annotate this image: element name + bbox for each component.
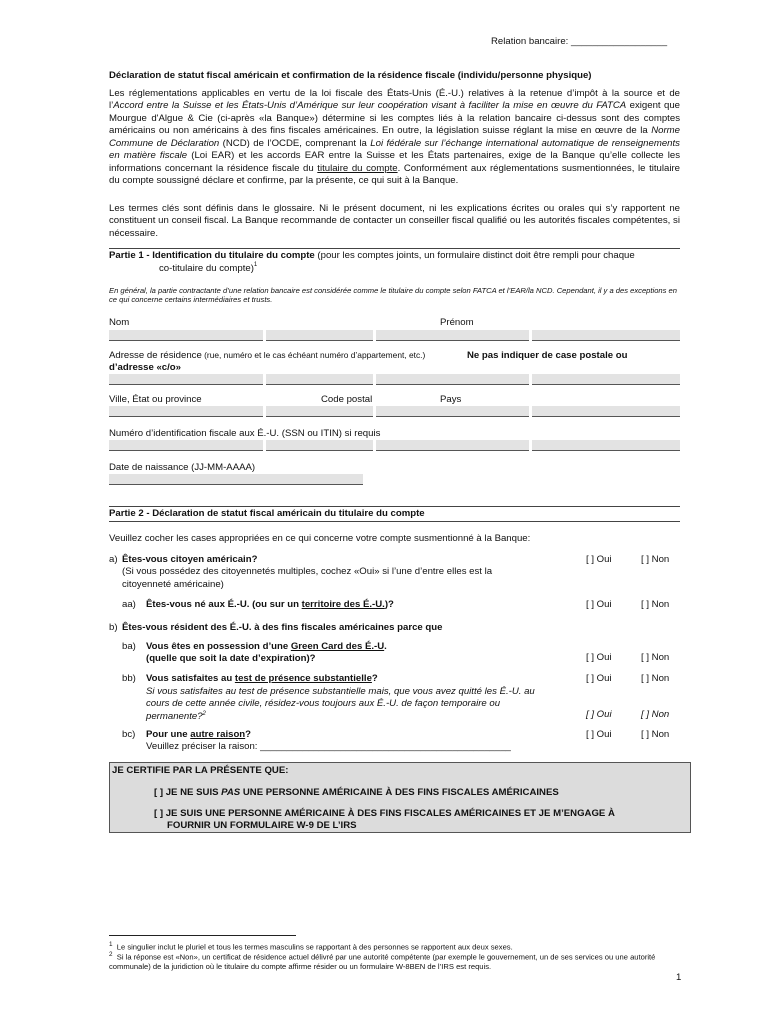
tin-field[interactable] — [109, 440, 680, 451]
question-bc-non-checkbox[interactable]: [ ] Non — [641, 729, 670, 740]
question-b-label: b) — [109, 622, 118, 633]
question-bb-oui-checkbox[interactable]: [ ] Oui — [586, 673, 612, 684]
prenom-label: Prénom — [440, 317, 474, 328]
certification-heading: JE CERTIFIE PAR LA PRÉSENTE QUE: — [112, 765, 289, 776]
question-ba-non-checkbox[interactable]: [ ] Non — [641, 652, 670, 663]
adresse-label: Adresse de résidence (rue, numéro et le cas échéant numéro d’appartement, etc.) Ne pas indiquer de case postale ou d’adresse «c/o» — [109, 350, 628, 374]
page-title: Déclaration de statut fiscal américain et confirmation de la résidence fiscale (individu/personne physique) — [109, 70, 592, 81]
part2-instruction: Veuillez cocher les cases appropriées en ce qui concerne votre compte susmentionné à la Banque: — [109, 533, 531, 544]
question-bb-hint-non-checkbox[interactable]: [ ] Non — [641, 709, 670, 720]
footnote-divider — [109, 935, 296, 936]
question-b: Êtes-vous résident des É.-U. à des fins fiscales américaines parce que — [122, 622, 443, 633]
ville-cp-pays-field[interactable] — [109, 406, 680, 417]
question-ba: Vous êtes en possession d’une Green Card des É.-U. (quelle que soit la date d’expiration)? — [146, 641, 387, 665]
question-a: Êtes-vous citoyen américain? (Si vous possédez des citoyennetés multiples, cochez «Oui» si l’une d’entre elles est la citoyenneté américaine) — [122, 554, 493, 590]
question-bb-hint-oui-checkbox[interactable]: [ ] Oui — [586, 709, 612, 720]
question-bc: Pour une autre raison? Veuillez préciser la raison: _______________________________________________ — [146, 729, 511, 753]
question-bc-label: bc) — [122, 729, 136, 740]
footnote-1: $^1$ Le singulier inclut le pluriel et tous les termes masculins se rapportant à des personnes se rapportent aux deux sexes. — [109, 941, 513, 952]
nom-label: Nom — [109, 317, 130, 328]
ville-label: Ville, État ou province — [109, 394, 202, 405]
part1-divider — [109, 248, 680, 249]
question-a-label: a) — [109, 554, 118, 565]
page-number: 1 — [676, 972, 682, 983]
part2-divider-top — [109, 506, 680, 507]
part1-note: En général, la partie contractante d’une relation bancaire est considérée comme le titulaire du compte selon FATCA et l’EAR/la NCD. Cependant, il y a des exceptions en ce qui concerne certains intermédiaires et trusts. — [109, 286, 678, 305]
dob-field[interactable] — [109, 474, 363, 485]
question-a-oui-checkbox[interactable]: [ ] Oui — [586, 554, 612, 565]
nom-prenom-field[interactable] — [109, 330, 680, 341]
question-bb-non-checkbox[interactable]: [ ] Non — [641, 673, 670, 684]
pays-label: Pays — [440, 394, 462, 405]
question-bc-oui-checkbox[interactable]: [ ] Oui — [586, 729, 612, 740]
question-bb: Vous satisfaites au test de présence substantielle? — [146, 673, 378, 684]
part2-heading: Partie 2 - Déclaration de statut fiscal américain du titulaire du compte — [109, 508, 425, 519]
tin-label: Numéro d’identification fiscale aux É.-U. (SSN ou ITIN) si requis — [109, 428, 381, 439]
question-aa-label: aa) — [122, 599, 136, 610]
code-postal-label: Code postal — [321, 394, 373, 405]
question-ba-label: ba) — [122, 641, 136, 652]
question-a-non-checkbox[interactable]: [ ] Non — [641, 554, 670, 565]
adresse-field[interactable] — [109, 374, 680, 385]
question-aa: Êtes-vous né aux É.-U. (ou sur un territoire des É.-U.)? — [146, 599, 394, 610]
question-aa-oui-checkbox[interactable]: [ ] Oui — [586, 599, 612, 610]
disclaimer-paragraph: Les termes clés sont définis dans le glossaire. Ni le présent document, ni les explications écrites ou orales qui s’y rapportent ne constituent un conseil fiscal. La Banque recommande de contacter un conseiller fiscal qualifié ou les autorités fiscales compétentes, si nécessaire. — [109, 203, 680, 239]
part1-heading: Partie 1 - Identification du titulaire du compte (pour les comptes joints, un formulaire distinct doit être rempli pour chaque co-titulaire du compte)$^1$ — [109, 250, 635, 274]
intro-paragraph: Les réglementations applicables en vertu de la loi fiscale des États-Unis (É.-U.) relatives à la retenue d’impôt à la source et de l’Accord entre la Suisse et les États-Unis d’Amérique sur leur coopération visant à faciliter la mise en œuvre du FATCA exigent que Mourgue d'Algue & Cie (ci-après «la Banque») détermine si les comptes liés à la relation bancaire ci-dessus sont des comptes américains ou non américains à des fins fiscales américaines. En outre, la législation suisse réglant la mise en œuvre de la Norme Commune de Déclaration (NCD) de l’OCDE, comprenant la Loi fédérale sur l’échange international automatique de renseignements en matière fiscale (Loi EAR) et les accords EAR entre la Suisse et les États partenaires, exige de la Banque qu’elle collecte les informations concernant la résidence fiscale du titulaire du compte. Conformément aux réglementations susmentionnées, le titulaire du compte soussigné déclare et confirme, par la présente, ce qui suit à la Banque. — [109, 88, 680, 187]
certify-not-us-person-option[interactable]: [ ] JE NE SUIS PAS UNE PERSONNE AMÉRICAINE À DES FINS FISCALES AMÉRICAINES — [154, 787, 559, 798]
question-bb-label: bb) — [122, 673, 136, 684]
relation-bancaire-label: Relation bancaire: __________________ — [491, 36, 668, 47]
footnote-2: $^2$ Si la réponse est «Non», un certificat de résidence actuel délivré par une autorité compétente (par exemple le gouvernement, un de ses services ou une autorité communale) de la juridiction où le titulaire du compte affirme résider ou un formulaire W-8BEN de l’IRS est requis. — [109, 951, 656, 972]
dob-label: Date de naissance (JJ-MM-AAAA) — [109, 462, 256, 473]
question-ba-oui-checkbox[interactable]: [ ] Oui — [586, 652, 612, 663]
question-bb-hint: Si vous satisfaites au test de présence substantielle mais, que vous avez quitté les É.-U. au cours de cette année civile, résidez-vous toujours aux É.-U. de façon temporaire ou permanente?$^2$ — [146, 686, 535, 723]
certify-us-person-option[interactable]: [ ] JE SUIS UNE PERSONNE AMÉRICAINE À DES FINS FISCALES AMÉRICAINES ET JE M’ENGAGE À FOURNIR UN FORMULAIRE W-9 DE L’IRS — [154, 808, 615, 832]
part2-divider-bottom — [109, 521, 680, 522]
question-aa-non-checkbox[interactable]: [ ] Non — [641, 599, 670, 610]
